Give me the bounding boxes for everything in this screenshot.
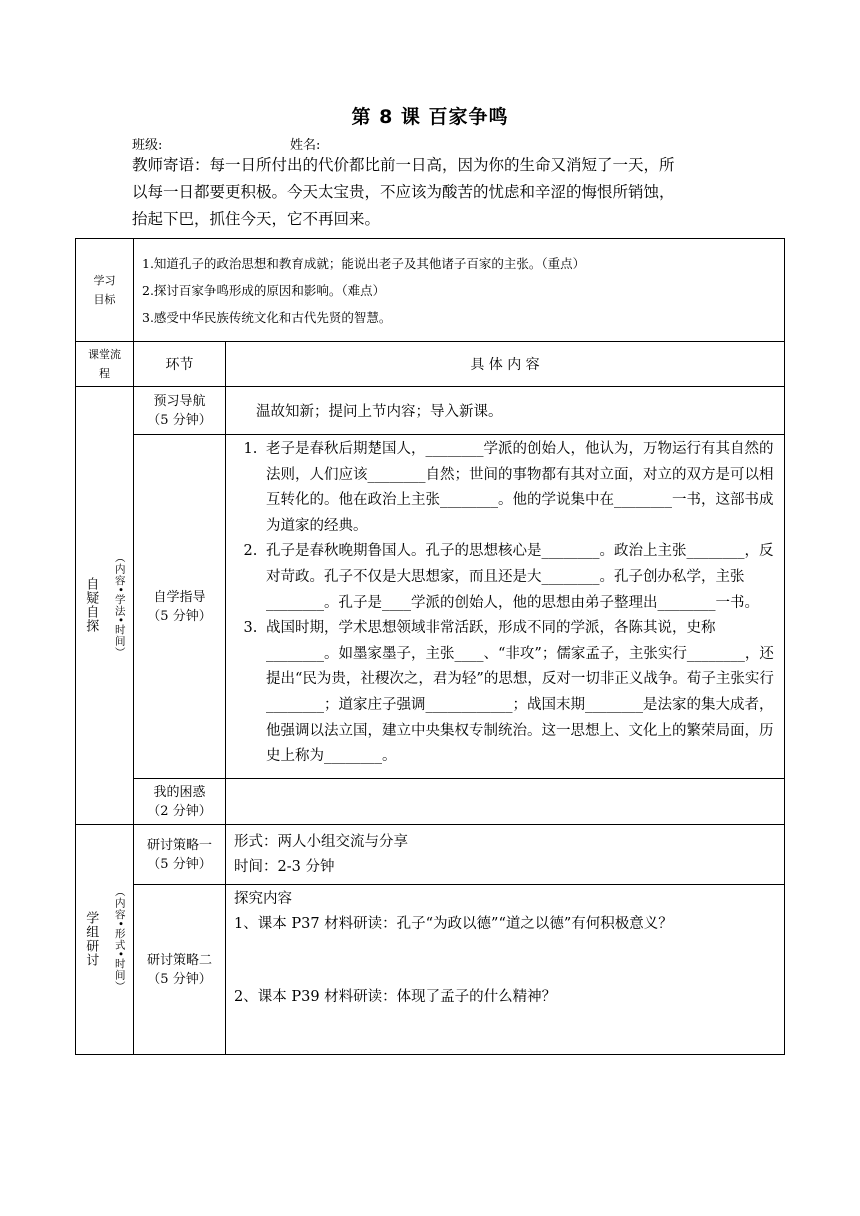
preview-text: 温故知新；提问上节内容；导入新课。 xyxy=(226,387,785,435)
confusion-row xyxy=(76,779,785,825)
self-study-side-label: 自疑自探 （内容•学法•时间） xyxy=(76,387,134,825)
strategy1-row xyxy=(76,825,785,885)
motto-line: 教师寄语：每一日所付出的代价都比前一日高，因为你的生命又消短了一天，所 xyxy=(132,156,675,174)
question-item: 1、课本 P37 材料研读：孔子“为政以德”“道之以德”有何积极意义？ xyxy=(234,916,673,932)
confusion-content xyxy=(226,779,785,825)
goal-item: 2.探讨百家争鸣形成的原因和影响。（难点） xyxy=(142,282,386,298)
strategy2-row xyxy=(76,885,785,1055)
class-label: 班级: xyxy=(132,138,163,153)
teacher-motto xyxy=(132,152,732,233)
goal-item: 3.感受中华民族传统文化和古代先贤的智慧。 xyxy=(142,309,392,325)
strategy1-content: 形式：两人小组交流与分享 时间：2-3 分钟 xyxy=(226,825,785,885)
guide-item: 3. 战国时期，学术思想领域非常活跃，形成不同的学派，各陈其说，史称________。如墨家墨子，主张____、“非攻”；儒家孟子，主张实行________，还提出“民为贵，社稷次之，君为轻”的思想，反对一切非正义战争。荀子主张实行________；道家庄子强调____________；战国末期________是法家的集大成者，他强调以法立国，建立中央集权专制统治。这一思想上、文化上的繁荣局面，历史上称为________。 xyxy=(262,616,776,770)
group-study-side-label: 学组研讨 （内容•形式•时间） xyxy=(76,825,134,1055)
strategy2-label: 研讨策略二 （5 分钟） xyxy=(134,885,226,1055)
goal-item: 1.知道孔子的政治思想和教育成就；能说出老子及其他诸子百家的主张。（重点） xyxy=(142,255,586,271)
guide-item: 1. 老子是春秋后期楚国人，________学派的创始人，他认为，万物运行有其自然的法则，人们应该________自然；世间的事物都有其对立面，对立的双方是可以相互转化的。他在政治上主张________。他的学说集中在________一书，这部书成为道家的经典。 xyxy=(262,437,776,539)
header-row xyxy=(76,342,785,387)
strategy2-content: 探究内容 1、课本 P37 材料研读：孔子“为政以德”“道之以德”有何积极意义？ 2、课本 P39 材料研读：体现了孟子的什么精神？ xyxy=(226,885,785,1055)
confusion-label: 我的困惑 （2 分钟） xyxy=(134,779,226,825)
motto-line: 抬起下巴，抓住今天，它不再回来。 xyxy=(132,210,381,228)
preview-row xyxy=(76,387,785,435)
preview-label: 预习导航 （5 分钟） xyxy=(134,387,226,435)
question-item: 2、课本 P39 材料研读：体现了孟子的什么精神？ xyxy=(234,989,557,1005)
page-title: 第 8 课 百家争鸣 xyxy=(351,106,509,128)
motto-line: 以每一日都要更积极。今天太宝贵，不应该为酸苦的忧虑和辛涩的悔恨所销蚀， xyxy=(132,183,675,201)
goals-label: 学习 目标 xyxy=(76,239,134,342)
guide-label: 自学指导 （5 分钟） xyxy=(134,435,226,779)
strategy1-label: 研讨策略一 （5 分钟） xyxy=(134,825,226,885)
guide-item: 2. 孔子是春秋晚期鲁国人。孔子的思想核心是________。政治上主张________，反对苛政。孔子不仅是大思想家，而且还是大________。孔子创办私学，主张________。孔子是____学派的创始人，他的思想由弟子整理出________一书。 xyxy=(262,539,776,616)
lesson-plan-table xyxy=(75,238,785,1055)
goals-row xyxy=(76,239,785,342)
name-label: 姓名: xyxy=(290,138,321,153)
flow-header: 课堂流 程 xyxy=(76,342,134,387)
guide-content xyxy=(226,435,785,779)
guide-row xyxy=(76,435,785,779)
stage-header: 环节 xyxy=(134,342,226,387)
goals-content xyxy=(134,239,785,342)
content-header: 具 体 内 容 xyxy=(226,342,785,387)
